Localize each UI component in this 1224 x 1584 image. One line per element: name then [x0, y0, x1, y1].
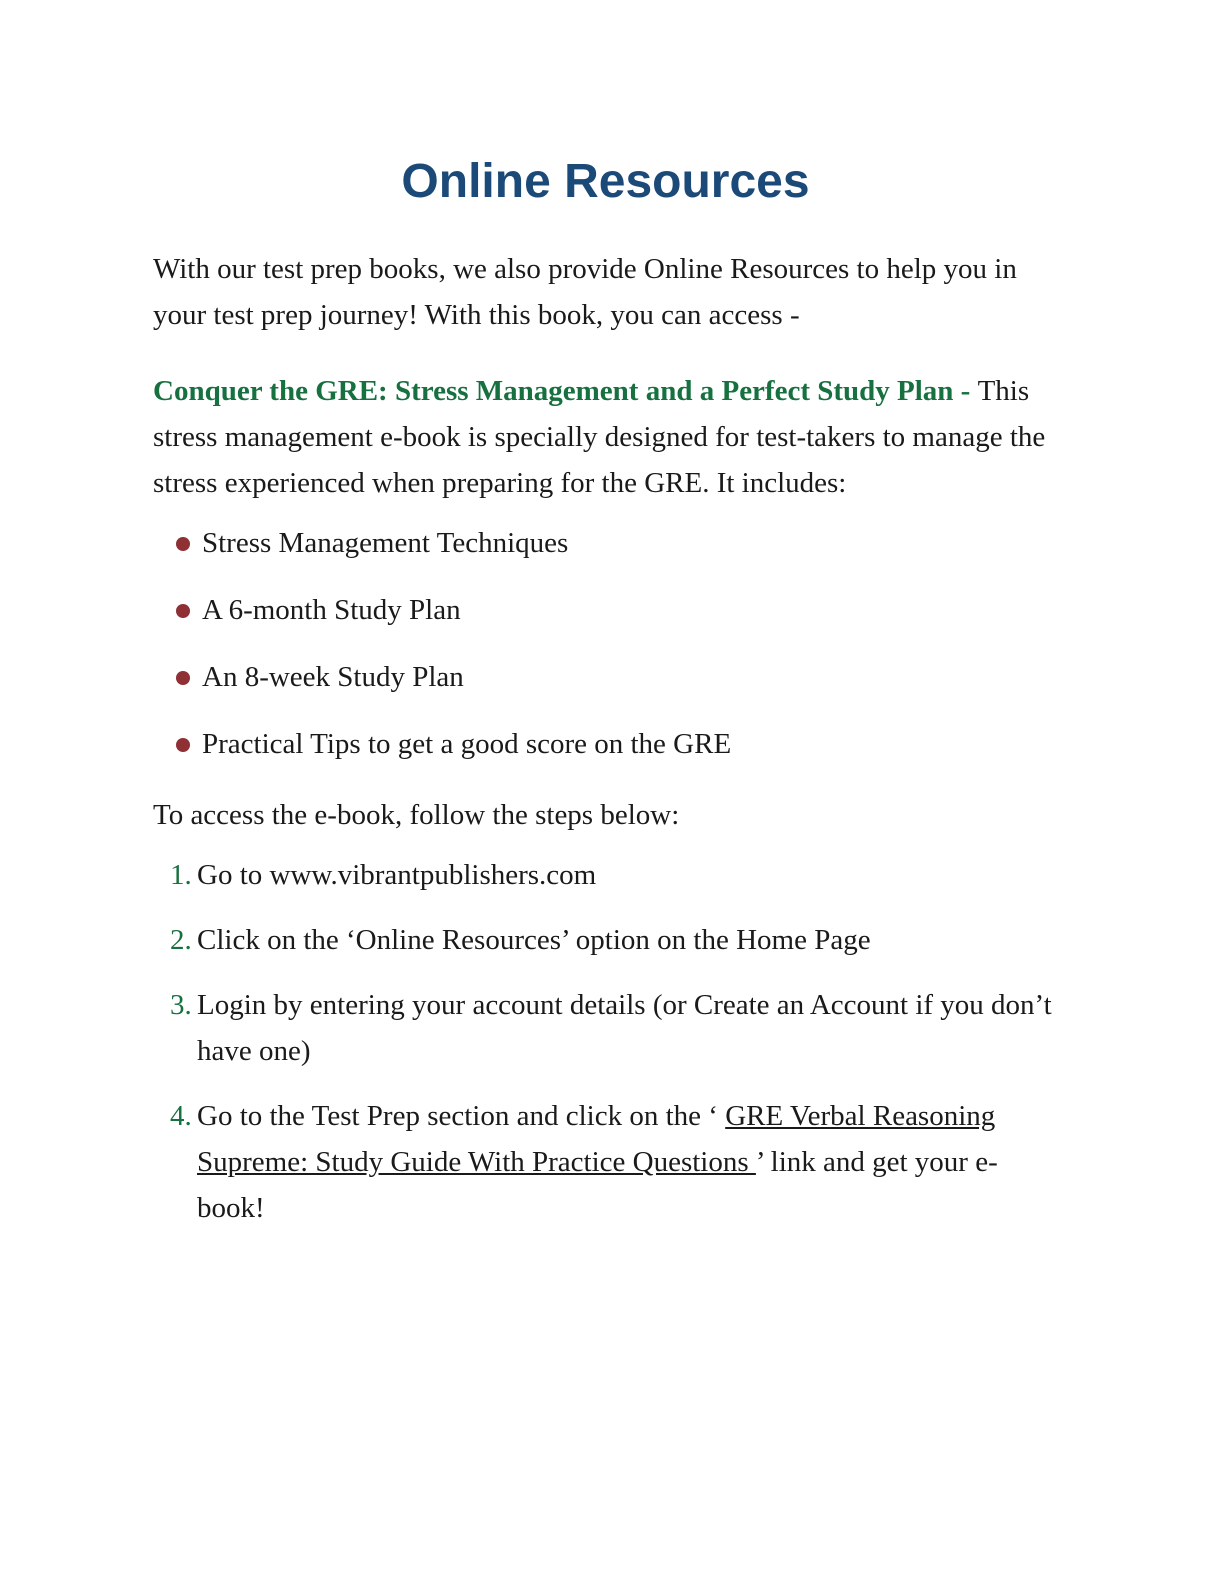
intro-paragraph: With our test prep books, we also provide Online Resources to help you in your test prep journey! With this book, you can access -	[153, 253, 1017, 331]
bullet-icon	[176, 537, 190, 551]
step-item	[153, 852, 1058, 898]
bullet-icon	[176, 671, 190, 685]
step-item	[153, 1093, 1058, 1231]
list-item-text: A 6-month Study Plan	[202, 594, 461, 626]
page	[153, 150, 1058, 1250]
list-item-text: Practical Tips to get a good score on the GRE	[202, 728, 732, 760]
step-text-after: ’ link and get your e-book!	[197, 1146, 998, 1224]
ebook-description: This stress management e-book is specially designed for test-takers to manage the stress experienced when preparing for the GRE. It includes:	[153, 375, 1046, 499]
steps-list	[153, 852, 1058, 1231]
page-title: Online Resources	[401, 155, 810, 208]
includes-list	[153, 524, 1058, 763]
list-item	[153, 524, 1058, 562]
ebook-paragraph	[153, 368, 1058, 506]
step-text: Login by entering your account details (or Create an Account if you don’t have one)	[197, 989, 1052, 1067]
step-text-before: Go to the Test Prep section and click on the ‘	[197, 1100, 726, 1132]
bullet-icon	[176, 604, 190, 618]
list-item	[153, 591, 1058, 629]
ebook-title: Conquer the GRE: Stress Management and a Perfect Study Plan -	[153, 375, 978, 407]
step-number: 3.	[170, 989, 192, 1021]
step-text: Click on the ‘Online Resources’ option on the Home Page	[197, 924, 871, 956]
step-number: 4.	[170, 1100, 192, 1132]
step-item	[153, 982, 1058, 1074]
list-item	[153, 658, 1058, 696]
list-item	[153, 725, 1058, 763]
book-link[interactable]: GRE Verbal Reasoning Supreme: Study Guide With Practice Questions	[197, 1100, 996, 1178]
bullet-icon	[176, 738, 190, 752]
step-number: 1.	[170, 859, 192, 891]
step-item	[153, 917, 1058, 963]
step-text: Go to www.vibrantpublishers.com	[197, 859, 597, 891]
list-item-text: Stress Management Techniques	[202, 527, 569, 559]
list-item-text: An 8-week Study Plan	[202, 661, 464, 693]
step-number: 2.	[170, 924, 192, 956]
steps-intro: To access the e-book, follow the steps below:	[153, 799, 680, 831]
